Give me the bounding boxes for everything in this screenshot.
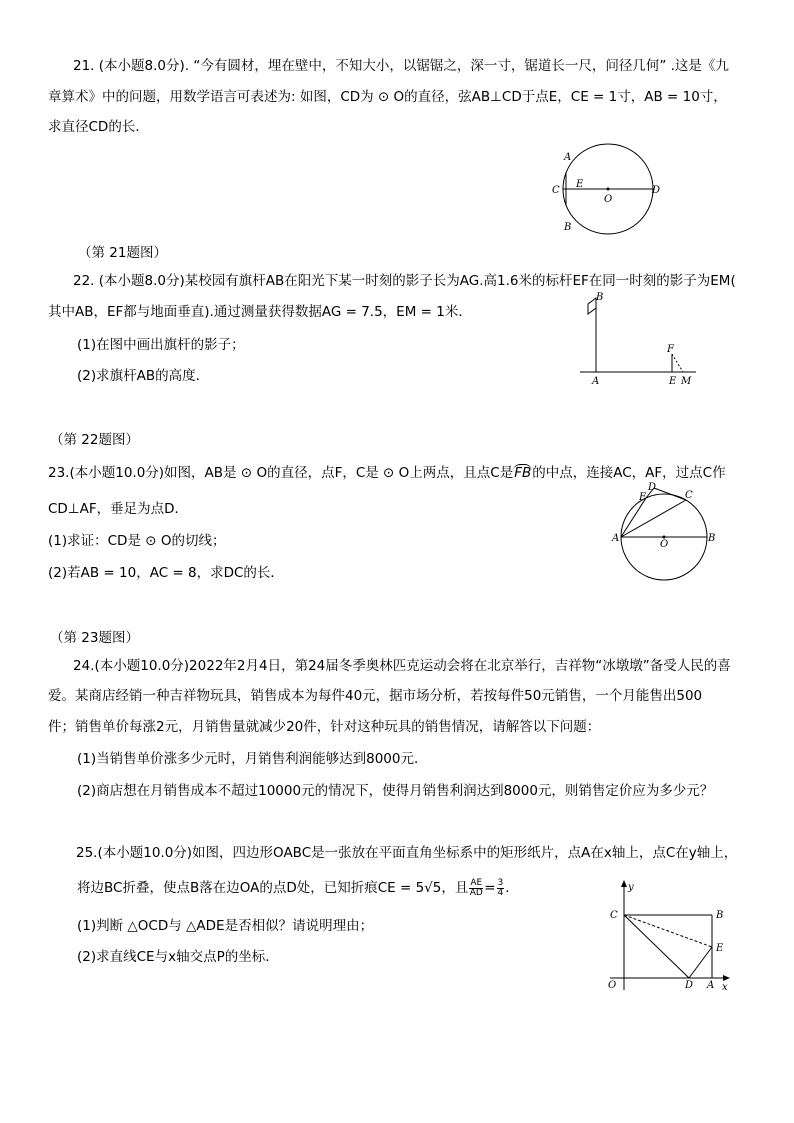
q22-figure [580,286,700,386]
q21-label-C: C [552,185,560,196]
q25-label-C: C [610,910,618,921]
q22-label-B: B [596,292,604,303]
q21-line3: 求直径CD的长． [48,119,149,135]
q23-figure [612,478,722,578]
q24-line1: 24.(本小题10.0分)2022年2月4日，第24届冬季奥林匹克运动会将在北京举行，吉祥物“冰墩墩”备受人民的喜 [73,658,731,674]
q25-fraction-ratio [497,879,505,898]
q23-label-F: F [639,492,646,503]
q22-line4: (2)求旗杆AB的高度． [77,368,210,384]
q25-line1: 25.(本小题10.0分)如图，四边形OABC是一张放在平面直角坐标系中的矩形纸片，点A在x轴上，点C在y轴上， [76,845,738,861]
q25-label-A: A [707,980,715,991]
q25-segment-cd [624,915,689,978]
q22-line2: 其中AB，EF都与地面垂直).通过测量获得数据AG = 7.5，EM = 1米． [48,304,472,320]
q21-center-dot [607,188,610,191]
q24-line5: (2)商店想在月销售成本不超过10000元的情况下，使得月销售利润达到8000元，则销售定价应为多少元？ [77,783,714,799]
q25-equals: = [484,880,496,896]
q21-line1: 21. (本小题8.0分). “今有圆材，埋在壁中，不知大小，以锯锯之，深一寸，锯道长一尺，问径几何” .这是《九 [73,58,729,74]
q25-frac-den: AD [469,887,483,898]
q25-period: . [505,880,510,896]
q25-label-D: D [685,980,694,991]
q25-line3: (1)判断 △OCD与 △ADE是否相似？请说明理由； [77,918,374,934]
q25-label-B: B [716,910,724,921]
q25-ratio-den: 4 [497,887,504,898]
q22-line3: (1)在图中画出旗杆的影子； [77,337,245,353]
q21-figure [548,142,668,238]
q25-ratio-num: 3 [497,877,504,888]
q25-label-E: E [716,943,724,954]
q23-segment-af [621,498,646,537]
q23-label-O: O [660,539,669,550]
q24-line3: 件；销售单价每涨2元，月销售量就减少20件，针对这种玩具的销售情况，请解答以下问题： [48,719,601,735]
q25-y-arrow [621,880,627,887]
q23-label-D: D [648,482,657,493]
q25-x-arrow [723,975,730,981]
q25-label-x: x [722,982,728,993]
q22-label-M: M [681,376,692,387]
q22-label-E: E [669,376,677,387]
q23-line1a: 23.(本小题10.0分)如图，AB是 ⊙ O的直径，点F，C是 ⊙ O上两点，且点C是 [48,465,514,481]
q23-arc-fb: FB [514,465,532,481]
q21-label-D: D [652,185,661,196]
q25-crease-ce [624,915,712,947]
q22-caption: （第 22题图） [50,432,139,448]
q22-label-A: A [592,376,600,387]
q25-segment-de [689,947,712,978]
q21-label-O: O [604,194,613,205]
q21-caption: （第 21题图） [78,245,167,261]
q21-line2: 章算术》中的问题，用数学语言可表述为: 如图，CD为 ⊙ O的直径，弦AB⊥CD于点E，CE = 1寸，AB = 10寸， [48,89,727,105]
q24-line4: (1)当销售单价涨多少元时，月销售利润能够达到8000元． [77,751,428,767]
q23-line3: (1)求证：CD是 ⊙ O的切线； [48,533,226,549]
q22-flag [588,298,596,314]
q22-label-F: F [667,344,674,355]
q22-line1: 22. (本小题8.0分)某校园有旗杆AB在阳光下某一时刻的影子长为AG.高1.6米的标杆EF在同一时刻的影子为EM( [73,273,736,289]
q22-shadow-ray [672,354,683,372]
q23-line1b: 的中点，连接AC，AF，过点C作 [532,465,726,481]
q21-label-E: E [576,179,584,190]
q23-caption: （第 23题图） [50,630,139,646]
q23-segment-ac [621,500,686,537]
q25-label-O: O [608,980,617,991]
q25-line4: (2)求直线CE与x轴交点P的坐标． [77,949,279,965]
q21-label-B: B [564,222,572,233]
q25-line2 [77,878,510,898]
q25-figure [600,878,740,998]
q23-line4: (2)若AB = 10，AC = 8，求DC的长． [48,565,284,581]
q23-label-A: A [612,533,620,544]
q23-label-B: B [708,533,716,544]
q24-line2: 爱。某商店经销一种吉祥物玩具，销售成本为每件40元，据市场分析，若按每件50元销售，一个月能售出500 [48,688,703,704]
q25-line2a: 将边BC折叠，使点B落在边OA的点D处，已知折痕CE = 5√5，且 [77,880,469,896]
q23-line2: CD⊥AF，垂足为点D． [48,501,188,517]
q25-fraction-ae-ad [469,879,483,898]
q23-label-C: C [685,490,693,501]
q21-label-A: A [564,152,572,163]
q25-frac-num: AE [470,877,483,888]
q25-label-y: y [628,882,634,893]
